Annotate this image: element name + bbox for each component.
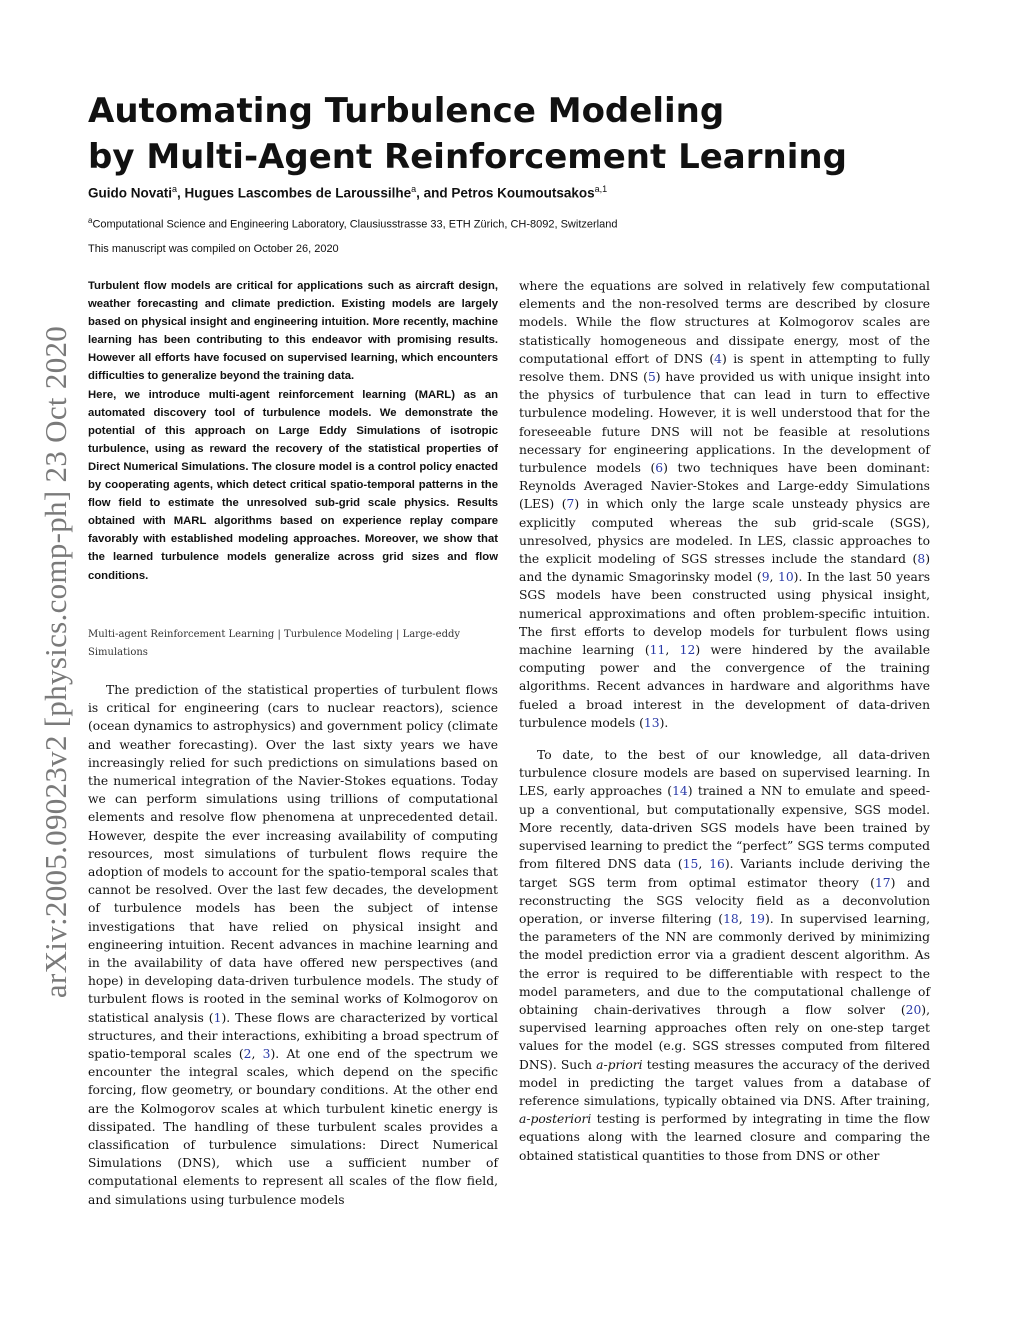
citation-link[interactable]: 5 bbox=[647, 370, 656, 385]
body-text: where the equations are solved in relatively few computational elements and the non-resolved terms are described by closure models. While the flow structures at Kolmogorov scales are statistically homogeneous and dissipate energy, most of the computational effort of DNS ( bbox=[519, 279, 930, 366]
title-line-1: Automating Turbulence Modeling bbox=[88, 91, 725, 131]
keywords: Multi-agent Reinforcement Learning | Turbulence Modeling | Large-eddy Simulations bbox=[88, 629, 461, 658]
body-text: ). At one end of the spectrum we encounter the integral scales, which depend on the specific forcing, flow geometry, or boundary conditions. At the other end are the Kolmogorov scales at which turbulent kinetic energy is dissipated. The handling of these turbulent scales provides a classification of turbulence simulations: Direct Numerical Simulations (DNS), which use a sufficient number of computational elements to represent all scales of the flow field, and simulations using turbulence models bbox=[88, 1047, 498, 1207]
author-affil-mark: a,1 bbox=[594, 184, 608, 194]
affiliation bbox=[88, 216, 617, 231]
body-text: , bbox=[698, 857, 710, 872]
body-text: The prediction of the statistical properties of turbulent flows is critical for engineering (cars to nuclear reactors), science (ocean dynamics to astrophysics) and government policy (climate and weather forecasting). Over the last sixty years we have increasingly relied for such predictions on simulations based on the numerical integration of the Navier-Stokes equations. Today we can perform simulations using trillions of computational elements and resolve flow phenomena at unprecedented detail. However, despite the ever increasing availability of computing resources, most simulations of turbulent flows require the adoption of models to account for the spatio-temporal scales that cannot be resolved. Over the last few decades, the development of turbulence models has been the subject of intense investigations that have relied on physical insight and engineering intuition. Recent advances in machine learning and in the availability of data have offered new perspectives (and hope) in developing data-driven turbulence models. The study of turbulent flows is rooted in the seminal works of Kolmogorov on statistical analysis ( bbox=[88, 683, 498, 1025]
paper-title bbox=[88, 88, 908, 180]
abstract bbox=[88, 277, 498, 585]
citation-link[interactable]: 10 bbox=[778, 570, 794, 585]
body-text: ) trained a NN to emulate and speed-up a conventional, but computationally expensive, SGS model. More recently, data-driven SGS models have been trained by supervised learning to predict the “perfect” SGS terms computed from filtered DNS data ( bbox=[519, 784, 930, 872]
citation-link[interactable]: 14 bbox=[672, 784, 688, 799]
body-text: To date, to the best of our knowledge, all data-driven turbulence closure models are based on supervised learning. In LES, early approaches ( bbox=[519, 748, 930, 799]
body-text: ). In supervised learning, the parameters of the NN are commonly derived by minimizing the model prediction error via a gradient descent algorithm. As the error is required to be differentiable with respect to the model parameters, and due to the computational challenge of obtaining chain-derivatives through a flow solver ( bbox=[519, 911, 930, 1017]
body-text: ) have provided us with unique insight into the physics of turbulence that can lead in turn to effective turbulence modeling. However, it is well understood that for the foreseeable future DNS will not be feasible at resolutions necessary for engineering applications. In the development of turbulence models ( bbox=[519, 370, 930, 476]
italic-term: a-priori bbox=[596, 1057, 643, 1072]
body-text: , bbox=[769, 570, 779, 585]
citation-link[interactable]: 19 bbox=[749, 911, 765, 926]
citation-link[interactable]: 17 bbox=[874, 875, 891, 890]
body-column-left bbox=[88, 681, 498, 1209]
citation-link[interactable]: 15 bbox=[682, 857, 699, 872]
body-text: ) and the dynamic Smagorinsky model ( bbox=[519, 552, 930, 585]
body-text: ), supervised learning approaches often rely on one-step target values for the model (e.g. SGS stresses computed from filtered DNS). Such bbox=[519, 1002, 930, 1072]
citation-link[interactable]: 16 bbox=[709, 857, 725, 872]
citation-link[interactable]: 9 bbox=[761, 570, 770, 585]
citation-link[interactable]: 4 bbox=[714, 351, 722, 366]
citation-link[interactable]: 3 bbox=[262, 1047, 271, 1062]
body-paragraph bbox=[519, 746, 930, 1165]
body-text: ). These flows are characterized by vortical structures, and their interactions, exhibiting a broad spectrum of spatio-temporal scales ( bbox=[88, 1010, 498, 1062]
body-column-right bbox=[519, 277, 930, 1165]
body-text: ) two techniques have been dominant: Reynolds Averaged Navier-Stokes and Large-eddy Simulations (LES) ( bbox=[519, 461, 930, 512]
body-paragraph bbox=[88, 681, 498, 1209]
body-text: testing measures the accuracy of the derived model in predicting the target values from a database of reference simulations, typically obtained via DNS. After training, bbox=[519, 1057, 930, 1108]
body-text: ) were hindered by the available computing power and the convergence of the training algorithms. Recent advances in hardware and algorithms have fueled a broad interest in the development of data-driven turbulence models ( bbox=[519, 643, 930, 730]
title-line-2: by Multi-Agent Reinforcement Learning bbox=[88, 137, 847, 177]
body-text: , bbox=[251, 1047, 263, 1062]
citation-link[interactable]: 12 bbox=[679, 643, 696, 658]
body-text: ). In the last 50 years SGS models have been constructed using physical insight, numerical approximations and often problem-specific intuition. The first efforts to develop models for turbulent flows using machine learning ( bbox=[519, 570, 931, 658]
affiliation-text: Computational Science and Engineering Laboratory, Clausiusstrasse 33, ETH Zürich, CH-8092, Switzerland bbox=[92, 218, 618, 231]
citation-link[interactable]: 7 bbox=[566, 497, 575, 512]
body-text: , bbox=[738, 911, 750, 926]
body-text: ) is spent in attempting to fully resolve them. DNS ( bbox=[519, 351, 930, 385]
citation-link[interactable]: 2 bbox=[243, 1047, 252, 1062]
citation-link[interactable]: 1 bbox=[213, 1010, 222, 1025]
author-list bbox=[88, 184, 607, 201]
author-name: Guido Novati bbox=[88, 185, 172, 201]
author-affil-mark: a bbox=[172, 184, 178, 194]
body-text: ) in which only the large scale unsteady physics are explicitly computed whereas the sub grid-scale (SGS), unresolved, physics are modeled. In LES, classic approaches to the explicit modeling of SGS stresses include the standard ( bbox=[519, 497, 930, 567]
compiled-date: This manuscript was compiled on October 26, 2020 bbox=[88, 243, 339, 255]
italic-term: a-posteriori bbox=[519, 1112, 592, 1127]
citation-link[interactable]: 6 bbox=[655, 461, 664, 476]
abstract-paragraph: Here, we introduce multi-agent reinforcement learning (MARL) as an automated discovery tool of turbulence models. We demonstrate the potential of this approach on Large Eddy Simulations of isotropic turbulence, using as reward the recovery of the statistical properties of Direct Numerical Simulations. The closure model is a control policy enacted by cooperating agents, which detect critical spatio-temporal patterns in the flow field to estimate the unresolved sub-grid scale physics. Results obtained with MARL algorithms based on experience replay compare favorably with established modeling approaches. Moreover, we show that the learned turbulence models generalize across grid sizes and flow conditions. bbox=[88, 388, 498, 582]
author-name: , and Petros Koumoutsakos bbox=[416, 185, 595, 201]
body-text: , bbox=[665, 643, 680, 658]
citation-link[interactable]: 18 bbox=[723, 911, 739, 926]
affil-mark: a bbox=[88, 216, 93, 225]
abstract-paragraph: Turbulent flow models are critical for applications such as aircraft design, weather forecasting and climate prediction. Existing models are largely based on physical insight and engineering intuition. More recently, machine learning has been contributing to this endeavor with promising results. However all efforts have focused on supervised learning, which encounters difficulties to generalize beyond the training data. bbox=[88, 280, 498, 383]
author-name: , Hugues Lascombes de Laroussilhe bbox=[177, 185, 412, 201]
body-text: ). bbox=[659, 715, 669, 730]
citation-link[interactable]: 8 bbox=[917, 552, 926, 567]
author-affil-mark: a bbox=[411, 184, 417, 194]
citation-link[interactable]: 20 bbox=[905, 1002, 922, 1017]
citation-link[interactable]: 13 bbox=[643, 715, 660, 730]
body-paragraph bbox=[519, 277, 930, 732]
arxiv-identifier: arXiv:2005.09023v2 [physics.comp-ph] 23 Oct 2020 bbox=[38, 325, 73, 999]
citation-link[interactable]: 11 bbox=[649, 643, 666, 658]
body-text: ). Variants include deriving the target SGS term from optimal estimator theory ( bbox=[519, 857, 930, 890]
body-text: ) and reconstructing the SGS velocity field as a deconvolution operation, or inverse filtering ( bbox=[519, 875, 930, 926]
body-text: testing is performed by integrating in time the flow equations along with the learned closure and comparing the obtained statistical quantities to those from DNS or other bbox=[519, 1112, 930, 1163]
